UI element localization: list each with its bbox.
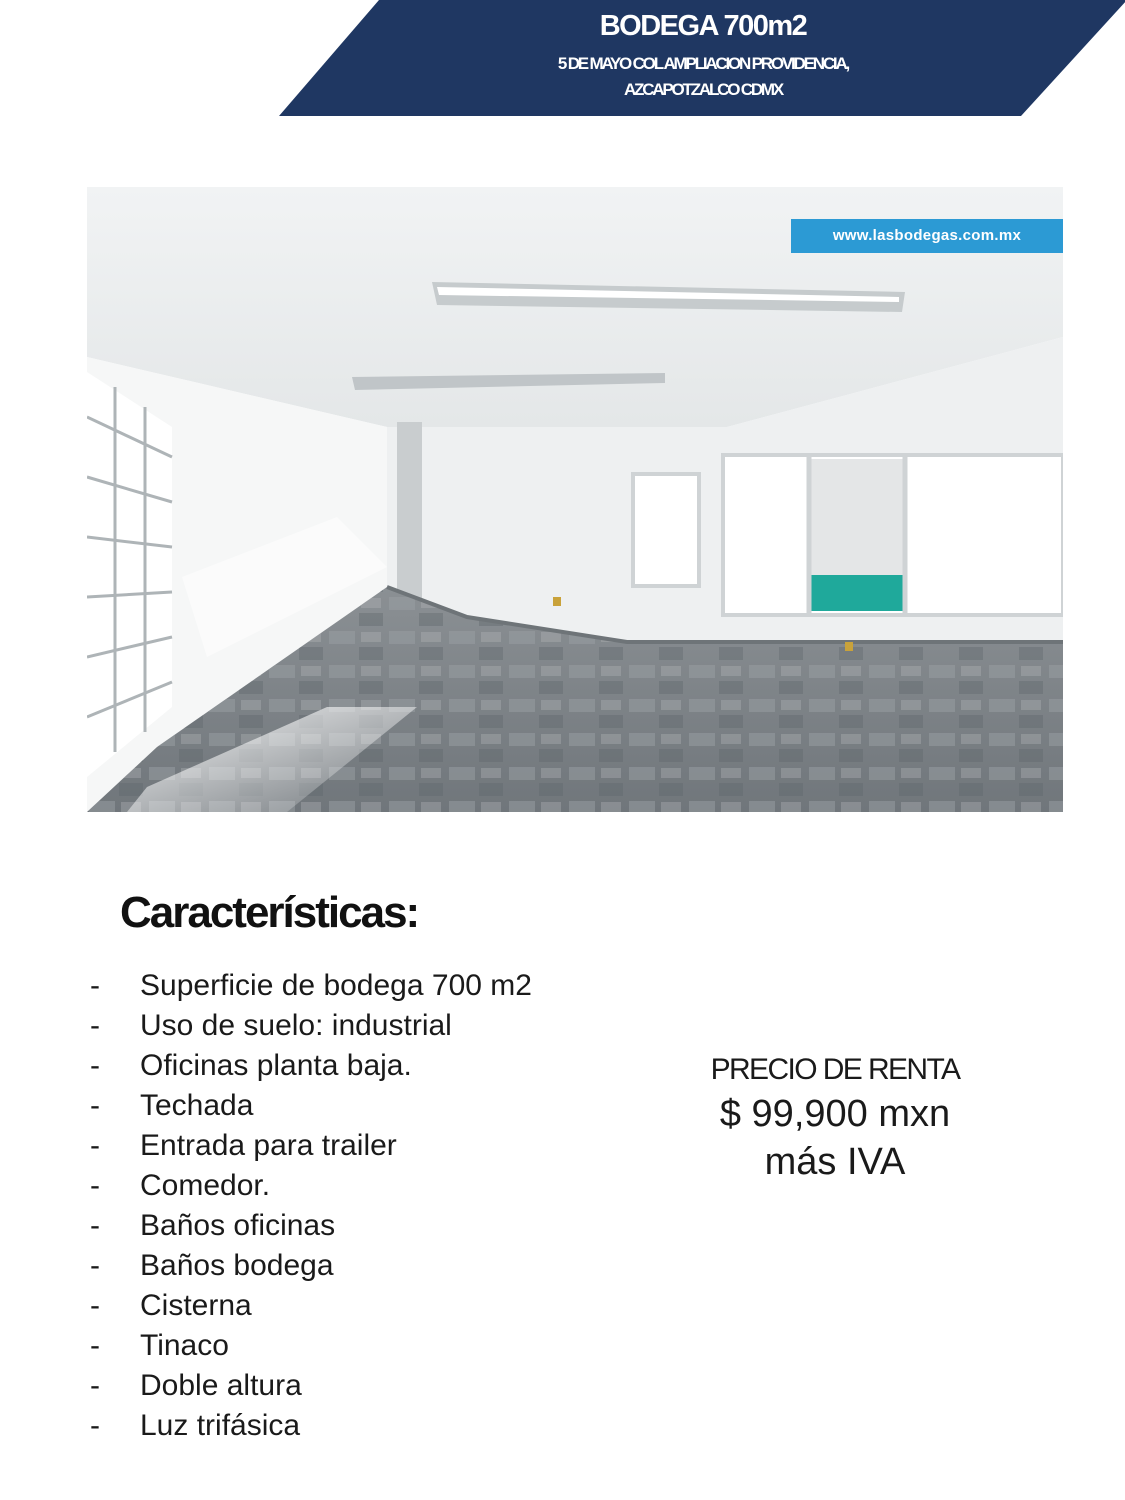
property-photo (87, 187, 1063, 812)
address-line-1: 5 DE MAYO COL AMPLIACION PROVIDENCIA, (557, 54, 849, 73)
feature-text: Baños bodega (140, 1249, 334, 1282)
feature-text: Superficie de bodega 700 m2 (140, 969, 532, 1002)
list-item: - Baños oficinas (90, 1209, 336, 1242)
feature-text: Luz trifásica (140, 1409, 301, 1442)
feature-text: Baños oficinas (140, 1209, 336, 1242)
list-item: - Baños bodega (90, 1249, 334, 1282)
office-interior-illustration (87, 187, 1063, 812)
list-item: - Tinaco (90, 1329, 229, 1362)
list-item: - Superficie de bodega 700 m2 (90, 969, 532, 1002)
price-label: PRECIO DE RENTA (710, 1053, 960, 1086)
feature-text: Cisterna (140, 1289, 252, 1322)
features-list (90, 966, 532, 1446)
features-heading: Características: (120, 888, 419, 937)
feature-text: Techada (140, 1089, 254, 1122)
list-item: - Entrada para trailer (90, 1129, 397, 1162)
list-item: - Cisterna (90, 1289, 252, 1322)
price-amount: $ 99,900 mxn (719, 1093, 951, 1135)
feature-text: Tinaco (140, 1329, 229, 1362)
list-item: - Uso de suelo: industrial (90, 1009, 452, 1042)
price-tax-note: más IVA (764, 1141, 906, 1183)
feature-text: Entrada para trailer (140, 1129, 397, 1162)
feature-text: Uso de suelo: industrial (140, 1009, 452, 1042)
list-item: - Comedor. (90, 1169, 271, 1202)
header-banner (279, 0, 1125, 116)
feature-text: Comedor. (140, 1169, 271, 1202)
list-item: - Techada (90, 1089, 254, 1122)
list-item: - Oficinas planta baja. (90, 1049, 412, 1082)
listing-title: BODEGA 700m2 (599, 10, 807, 42)
address-line-2: AZCAPOTZALCO CDMX (623, 80, 783, 99)
website-watermark: www.lasbodegas.com.mx (791, 219, 1063, 253)
list-item: - Doble altura (90, 1369, 302, 1402)
feature-text: Doble altura (140, 1369, 302, 1402)
price-block (680, 1050, 990, 1186)
feature-text: Oficinas planta baja. (140, 1049, 412, 1082)
list-item: - Luz trifásica (90, 1409, 301, 1442)
